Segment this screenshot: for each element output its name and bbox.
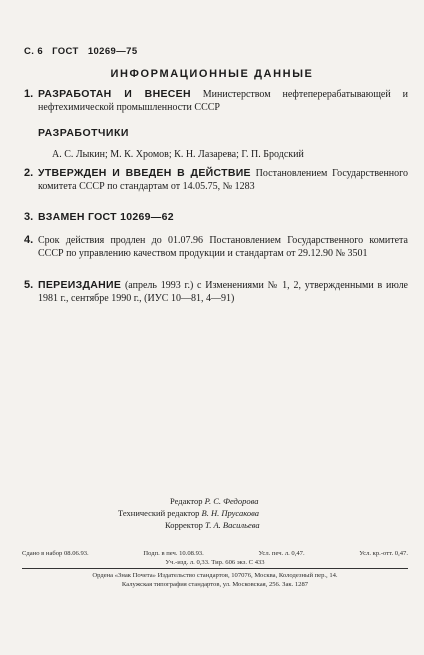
credit-name: Т. А. Васильева: [205, 520, 260, 530]
print-imprint: [22, 549, 408, 567]
printer-line: Калужская типография стандартов, ул. Московская, 256. Зак. 1287: [121, 581, 309, 588]
item-lead: ПЕРЕИЗДАНИЕ: [38, 279, 122, 291]
standard-label: ГОСТ: [52, 46, 79, 57]
item-number: 3.: [24, 211, 34, 223]
item-lead: УТВЕРЖДЕН И ВВЕДЕН В ДЕЙСТВИЕ: [38, 167, 251, 179]
item-lead: ВЗАМЕН ГОСТ 10269—62: [38, 211, 174, 223]
info-item-3: [24, 211, 408, 224]
page-number: С. 6: [24, 46, 44, 57]
item-text: Срок действия продлен до 01.07.96 Постановлением Государственного комитета СССР по управлению качеством продукции и стандартам от 29.12.90 № 3501: [38, 235, 408, 259]
credit-role: Технический редактор: [118, 508, 200, 518]
item-number: 1.: [24, 88, 34, 100]
imprint-typeset-date: Сдано в набор 08.06.93.: [22, 550, 89, 557]
divider: [22, 568, 408, 569]
imprint-sign-date: Подп. в печ. 10.08.93.: [143, 550, 204, 557]
imprint-sheets: Усл. печ. л. 0,47.: [258, 550, 305, 557]
credit-name: В. Н. Прусакова: [201, 508, 259, 518]
publisher-line: Ордена «Знак Почета» Издательство стандартов, 107076, Москва, Колодезный пер., 14.: [92, 572, 338, 579]
credit-name: Р. С. Федорова: [204, 496, 259, 506]
page-header: [24, 46, 144, 57]
item-number: 2.: [24, 167, 34, 179]
standard-number: 10269—75: [87, 46, 138, 57]
item-number: 4.: [24, 234, 34, 246]
imprint-circulation: Уч.-изд. л. 0,33. Тир. 606 экз. С 433: [165, 559, 265, 566]
item-text: Министерством нефтеперерабатывающей и нефтехимической промышленности СССР: [38, 89, 408, 113]
info-item-2: [24, 167, 408, 193]
item-text: (апрель 1993 г.) с Изменениями № 1, 2, утвержденными в июле 1981 г., сентябре 1990 г., (ИУС 10—81, 4—91): [38, 280, 408, 304]
imprint-line: [22, 549, 408, 558]
developers-heading: РАЗРАБОТЧИКИ: [38, 127, 129, 139]
item-lead: РАЗРАБОТАН И ВНЕСЕН: [38, 88, 191, 100]
item-number: 5.: [24, 279, 34, 291]
credit-role: Корректор: [165, 520, 203, 530]
credit-role: Редактор: [170, 496, 203, 506]
credit-editor: [170, 496, 258, 506]
publisher-info: [22, 571, 408, 589]
info-item-5: [24, 279, 408, 305]
credit-proofreader: [165, 520, 260, 530]
item-text: Постановлением Государственного комитета СССР по стандартам от 14.05.75, № 1283: [38, 168, 408, 192]
developers-names: А. С. Лыкин; М. К. Хромов; К. Н. Лазарева; Г. П. Бродский: [52, 149, 304, 160]
info-item-4: [24, 234, 408, 260]
credit-technical-editor: [118, 508, 259, 518]
section-title: ИНФОРМАЦИОННЫЕ ДАННЫЕ: [110, 68, 314, 80]
imprint-print-sheets: Усл. кр.-отт. 0,47.: [359, 550, 408, 557]
info-item-1: [24, 88, 408, 114]
